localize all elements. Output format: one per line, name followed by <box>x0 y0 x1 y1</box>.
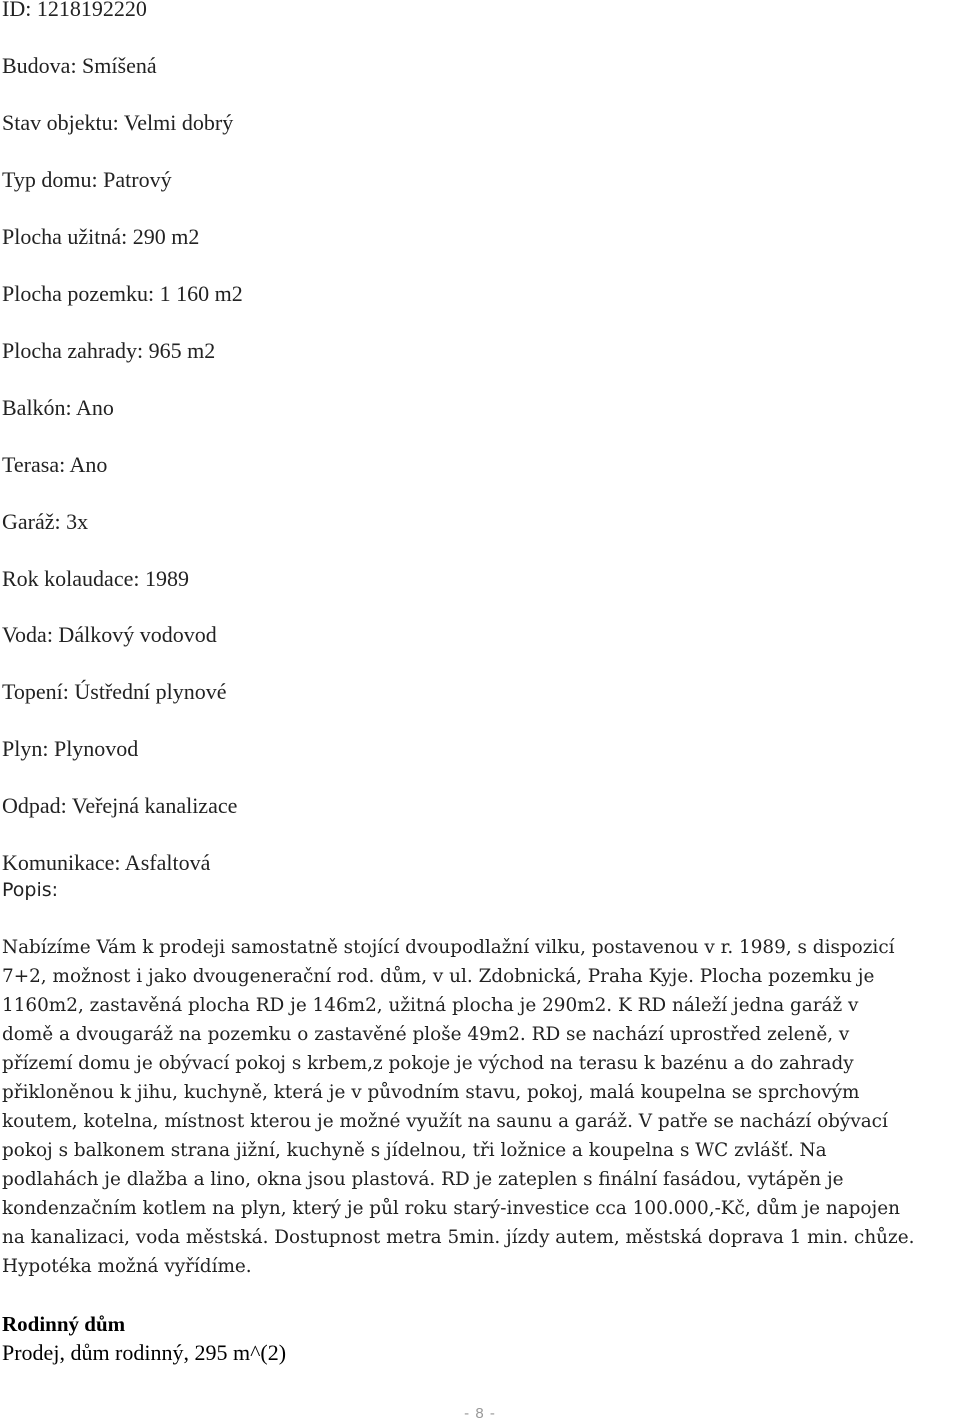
section-subheading: Prodej, dům rodinný, 295 m^(2) <box>2 1340 287 1365</box>
description-line: Hypotéka možná vyřídíme. <box>2 1256 252 1277</box>
description-line: domě a dvougaráž na pozemku o zastavěné ploše 49m2. RD se nachází uprostřed zeleně, v <box>2 1024 850 1045</box>
section-heading: Rodinný dům <box>2 1312 126 1336</box>
description-paragraph <box>2 933 960 1281</box>
field-odpad: Odpad: Veřejná kanalizace <box>2 793 238 818</box>
field-rok-kolaudace: Rok kolaudace: 1989 <box>2 566 189 591</box>
field-typ-domu: Typ domu: Patrový <box>2 167 172 192</box>
description-line: přikloněnou k jihu, kuchyně, která je v původním stavu, pokoj, malá koupelna se sprchovým <box>2 1082 860 1103</box>
description-line: podlahách je dlažba a lino, okna jsou plastová. RD je zateplen s finální fasádou, vytápěn je <box>2 1169 844 1190</box>
field-id: ID: 1218192220 <box>2 0 147 21</box>
description-line: pokoj s balkonem strana jižní, kuchyně s jídelnou, tři ložnice a koupelna s WC zvlášť. Na <box>2 1140 827 1161</box>
description-line: koutem, kotelna, místnost kterou je možné využít na saunu a garáž. V patře se nachází obývací <box>2 1111 888 1132</box>
field-komunikace: Komunikace: Asfaltová <box>2 850 211 875</box>
field-plocha-pozemku: Plocha pozemku: 1 160 m2 <box>2 281 243 306</box>
field-stav-objektu: Stav objektu: Velmi dobrý <box>2 110 234 135</box>
description-line: 1160m2, zastavěná plocha RD je 146m2, užitná plocha je 290m2. K RD náleží jedna garáž v <box>2 995 859 1016</box>
description-line: kondenzačním kotlem na plyn, který je půl roku starý-investice cca 100.000,-Kč, dům je napojen <box>2 1198 900 1219</box>
field-garaz: Garáž: 3x <box>2 509 89 534</box>
description-line: na kanalizaci, voda městská. Dostupnost metra 5min. jízdy autem, městská doprava 1 min. chůze. <box>2 1227 915 1248</box>
field-plocha-zahrady: Plocha zahrady: 965 m2 <box>2 338 216 363</box>
page-number: - 8 - <box>464 1405 496 1422</box>
field-plyn: Plyn: Plynovod <box>2 736 139 761</box>
popis-label: Popis: <box>2 879 59 901</box>
description-line: přízemí domu je obývací pokoj s krbem,z pokoje je východ na terasu k bazénu a do zahrady <box>2 1053 854 1074</box>
description-line: Nabízíme Vám k prodeji samostatně stojící dvoupodlažní vilku, postavenou v r. 1989, s dispozicí <box>2 937 895 958</box>
field-budova: Budova: Smíšená <box>2 53 157 78</box>
description-line: 7+2, možnost i jako dvougenerační rod. dům, v ul. Zdobnická, Praha Kyje. Plocha pozemku je <box>2 966 875 987</box>
field-balkon: Balkón: Ano <box>2 395 114 420</box>
field-voda: Voda: Dálkový vodovod <box>2 622 217 647</box>
field-topeni: Topení: Ústřední plynové <box>2 679 227 704</box>
field-terasa: Terasa: Ano <box>2 452 108 477</box>
field-plocha-uzitna: Plocha užitná: 290 m2 <box>2 224 200 249</box>
